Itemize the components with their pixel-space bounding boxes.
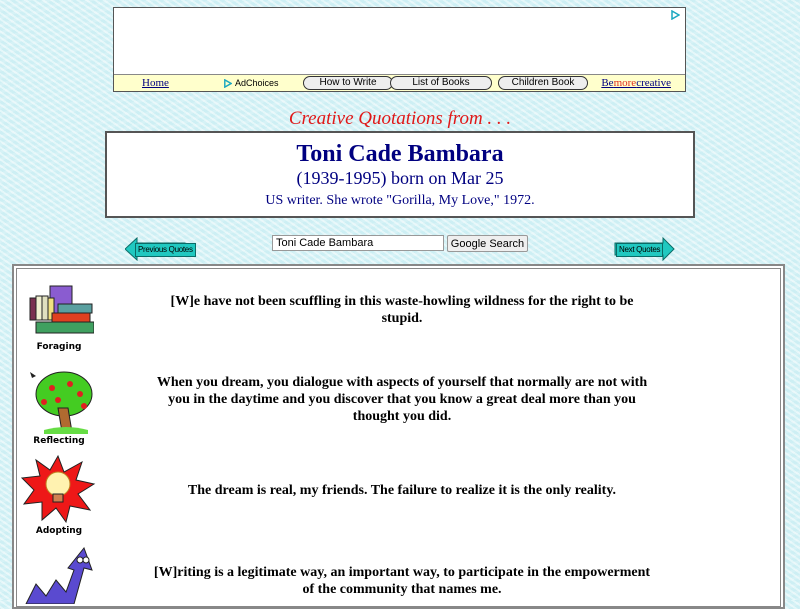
quote-text: [W]e have not been scuffling in this waste-howling wildness for the right to be stupid. [170, 294, 634, 326]
bmc-part3: creative [636, 77, 671, 89]
adchoices-triangle-icon[interactable] [670, 10, 680, 20]
bmc-part2: more [613, 77, 637, 89]
home-link[interactable]: Home [142, 77, 169, 89]
tree-icon [22, 366, 94, 434]
next-quotes-label: Next Quotes [616, 243, 663, 257]
sidebar-label: Foraging [36, 342, 82, 352]
search-input[interactable] [272, 235, 444, 251]
lightbulb-icon [20, 454, 96, 524]
author-name: Toni Cade Bambara [296, 141, 504, 167]
author-description: US writer. She wrote "Gorilla, My Love," 1972. [265, 193, 535, 208]
sidebar-item-arrow[interactable] [22, 544, 94, 604]
ad-nav-bar [114, 74, 685, 91]
bemorecreative-link[interactable] [601, 77, 671, 89]
author-dates: (1939-1995) born on Mar 25 [296, 168, 504, 188]
sidebar-item-reflecting[interactable] [22, 366, 94, 448]
how-to-write-button[interactable]: How to Write [303, 76, 393, 90]
adchoices-label: AdChoices [235, 78, 279, 88]
list-of-books-button[interactable]: List of Books [390, 76, 492, 90]
quotes-panel [12, 264, 785, 609]
adchoices-link[interactable] [223, 78, 279, 88]
arrow-character-icon [22, 544, 98, 604]
previous-quotes-button[interactable] [125, 237, 193, 261]
children-book-button[interactable]: Children Book [498, 76, 588, 90]
author-bio-box [105, 131, 695, 218]
bmc-part1: Be [601, 77, 614, 89]
sidebar-label: Reflecting [33, 436, 85, 446]
next-quotes-button[interactable] [613, 237, 675, 261]
adchoices-icon [223, 79, 232, 88]
quote-text: The dream is real, my friends. The failure to realize it is the only reality. [187, 483, 617, 498]
previous-quotes-label: Previous Quotes [135, 243, 196, 257]
books-icon [22, 282, 94, 340]
page-heading: Creative Quotations from . . . [288, 108, 512, 129]
ad-banner[interactable] [113, 7, 686, 92]
quote-text: [W]riting is a legitimate way, an important way, to participate in the empowerment of the community that names me. [153, 565, 651, 597]
quote-text: When you dream, you dialogue with aspects of yourself that normally are not with you in the daytime and you discover that you know a great deal more than you thought you did. [156, 375, 648, 424]
sidebar-item-adopting[interactable] [22, 454, 94, 538]
sidebar-label: Adopting [35, 526, 83, 536]
google-search-button[interactable]: Google Search [447, 235, 528, 252]
sidebar-item-foraging[interactable] [22, 282, 94, 356]
